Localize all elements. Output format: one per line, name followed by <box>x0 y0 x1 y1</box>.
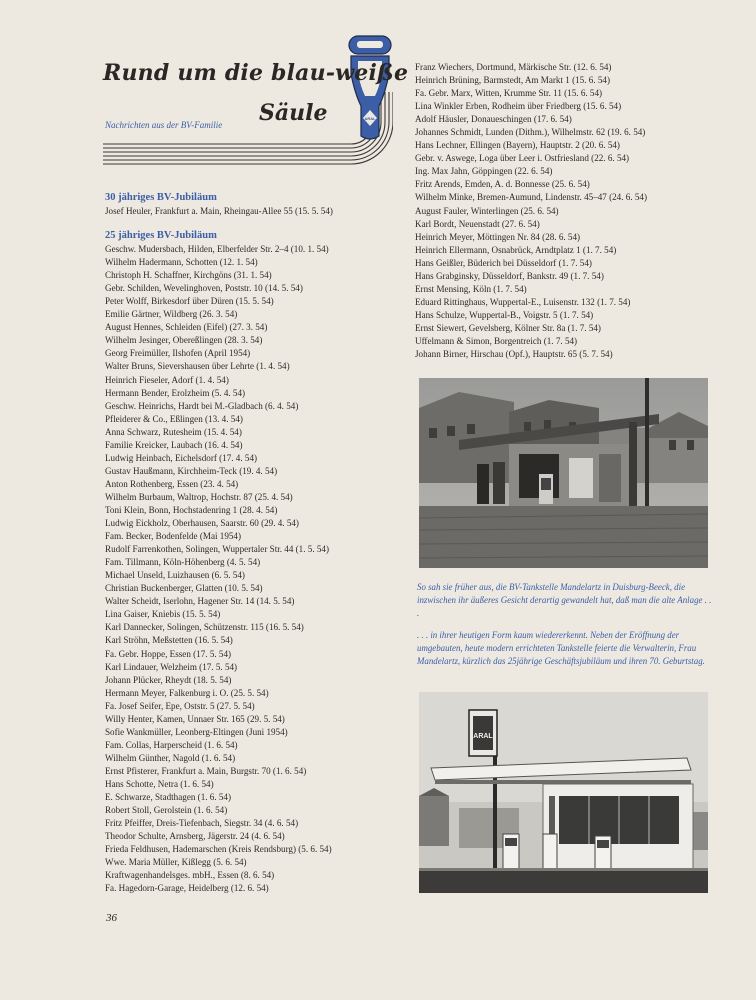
list-item: Gustav Haußmann, Kirchheim-Teck (19. 4. 54) <box>105 465 278 476</box>
list-item: Hans Lechner, Ellingen (Bayern), Hauptstr. 2 (20. 6. 54) <box>415 140 620 151</box>
list-item: Gebr. v. Aswege, Loga über Leer i. Ostfriesland (22. 6. 54) <box>415 153 630 164</box>
list-item: Josef Heuler, Frankfurt a. Main, Rheingau-Allee 55 (15. 5. 54) <box>105 206 333 216</box>
list-item: Geschw. Heinrichs, Hardt bei M.-Gladbach (6. 4. 54) <box>105 400 299 411</box>
list-item: Johann Birner, Hirschau (Opf.), Hauptstr. 65 (5. 7. 54) <box>415 349 613 360</box>
list-item: Frieda Feldhusen, Hademarschen (Kreis Rendsburg) (5. 6. 54) <box>105 844 332 855</box>
list-item: Adolf Häusler, Donaueschingen (17. 6. 54) <box>415 114 572 125</box>
list-item: Anna Schwarz, Rutesheim (15. 4. 54) <box>105 426 242 437</box>
list-item: Anton Rothenberg, Essen (23. 4. 54) <box>105 478 239 489</box>
masthead-title-line2: Säule <box>259 100 328 126</box>
list-item: Ernst Mensing, Köln (1. 7. 54) <box>415 283 527 294</box>
svg-text:ARAL: ARAL <box>364 116 376 121</box>
list-item: Franz Wiechers, Dortmund, Märkische Str. (12. 6. 54) <box>415 62 612 72</box>
list-item: Michael Unseld, Luizhausen (6. 5. 54) <box>105 570 245 581</box>
list-item: Heinrich Ellermann, Osnabrück, Arndtplatz 1 (1. 7. 54) <box>415 244 617 255</box>
list-item: Heinrich Brüning, Barmstedt, Am Markt 1 (15. 6. 54) <box>415 75 610 86</box>
jubilee-25-list-continued <box>415 61 715 361</box>
list-item: August Fauler, Winterlingen (25. 6. 54) <box>415 205 559 216</box>
right-column <box>415 61 715 361</box>
list-item: Ernst Pfisterer, Frankfurt a. Main, Burgstr. 70 (1. 6. 54) <box>105 765 307 776</box>
list-item: Christoph H. Schaffner, Kirchgöns (31. 1. 54) <box>105 270 272 281</box>
list-item: Willy Henter, Kamen, Unnaer Str. 165 (29. 5. 54) <box>105 713 285 724</box>
list-item: Ing. Max Jahn, Göppingen (22. 6. 54) <box>415 166 553 177</box>
jubilee-25-list <box>105 243 390 895</box>
list-item: Gebr. Schilden, Wevelinghoven, Poststr. 10 (14. 5. 54) <box>105 283 303 294</box>
list-item: Heinrich Fieseler, Adorf (1. 4. 54) <box>105 374 229 385</box>
list-item: E. Schwarze, Stadthagen (1. 6. 54) <box>105 792 232 803</box>
racetrack-emblem <box>103 34 393 170</box>
list-item: Fa. Hagedorn-Garage, Heidelberg (12. 6. 54) <box>105 883 269 894</box>
masthead-title-line1: Rund um die blau-weiße <box>103 60 409 86</box>
list-item: Emilie Gärtner, Wildberg (26. 3. 54) <box>105 309 238 320</box>
list-item: Fritz Arends, Emden, A. d. Bonnesse (25. 6. 54) <box>415 179 590 190</box>
list-item: Wilhelm Minke, Bremen-Aumund, Lindenstr. 45–47 (24. 6. 54) <box>415 192 647 203</box>
list-item: Fam. Becker, Bodenfelde (Mai 1954) <box>105 531 242 542</box>
list-item: Robert Stoll, Gerolstein (1. 6. 54) <box>105 805 228 816</box>
list-item: Hans Geißler, Büderich bei Düsseldorf (1. 7. 54) <box>415 257 592 268</box>
list-item: Ludwig Eickholz, Oberhausen, Saarstr. 60 (29. 4. 54) <box>105 518 299 529</box>
list-item: Geschw. Mudersbach, Hilden, Elberfelder Str. 2–4 (10. 1. 54) <box>105 244 329 255</box>
list-item: Karl Bordt, Neuenstadt (27. 6. 54) <box>415 218 540 229</box>
list-item: Hans Schulze, Wuppertal-B., Voigstr. 5 (1. 7. 54) <box>415 309 594 320</box>
list-item: August Hennes, Schleiden (Eifel) (27. 3. 54) <box>105 322 268 333</box>
masthead <box>103 34 409 170</box>
list-item: Wwe. Maria Müller, Kißlegg (5. 6. 54) <box>105 857 247 868</box>
list-item: Uffelmann & Simon, Borgentreich (1. 7. 54) <box>415 335 578 346</box>
list-item: Hans Grabginsky, Düsseldorf, Bankstr. 49 (1. 7. 54) <box>415 270 604 281</box>
caption-old-station: So sah sie früher aus, die BV-Tankstelle Mandelartz in Duisburg-Beeck, die inzwischen ihr äußeres Gesicht derartig gewandelt hat, daß man die alte Anlage . . . <box>417 582 712 619</box>
list-item: Eduard Rittinghaus, Wuppertal-E., Luisenstr. 132 (1. 7. 54) <box>415 296 631 307</box>
list-item: Georg Freimüller, Ilshofen (April 1954) <box>105 348 251 359</box>
list-item: Kraftwagenhandelsges. mbH., Essen (8. 6. 54) <box>105 870 275 881</box>
list-item: Karl Ströhn, Meßstetten (16. 5. 54) <box>105 635 233 646</box>
masthead-subtitle: Nachrichten aus der BV-Familie <box>105 120 223 130</box>
page-number: 36 <box>106 912 117 924</box>
list-item: Fa. Gebr. Hoppe, Essen (17. 5. 54) <box>105 648 232 659</box>
list-item: Toni Klein, Bonn, Hochstadenring 1 (28. 4. 54) <box>105 504 278 515</box>
caption-new-station: . . . in ihrer heutigen Form kaum wiedererkennt. Neben der Eröffnung der umgebauten, heute modern errichteten Tankstelle feierte die Verwalterin, Frau Mandelartz, kürzlich das 25jährige Geschäftsjubiläum und ihren 70. Geburtstag. <box>417 630 705 667</box>
list-item: Fam. Tillmann, Köln-Höhenberg (4. 5. 54) <box>105 557 261 568</box>
aral-sign-text: ARAL <box>473 733 493 740</box>
list-item: Heinrich Meyer, Möttingen Nr. 84 (28. 6. 54) <box>415 231 581 242</box>
list-item: Wilhelm Jesinger, Obereßlingen (28. 3. 54) <box>105 335 263 346</box>
list-item: Johannes Schmidt, Lunden (Dithm.), Wilhelmstr. 62 (19. 6. 54) <box>415 127 646 138</box>
list-item: Fa. Gebr. Marx, Witten, Krumme Str. 11 (15. 6. 54) <box>415 88 603 99</box>
list-item: Karl Dannecker, Solingen, Schützenstr. 115 (16. 5. 54) <box>105 622 304 633</box>
list-item: Hans Schotte, Netra (1. 6. 54) <box>105 778 214 789</box>
list-item: Walter Scheidt, Iserlohn, Hagener Str. 14 (14. 5. 54) <box>105 596 295 607</box>
list-item: Karl Lindauer, Welzheim (17. 5. 54) <box>105 661 238 672</box>
list-item: Wilhelm Burbaum, Waltrop, Hochstr. 87 (25. 4. 54) <box>105 491 293 502</box>
list-item: Fritz Pfeiffer, Dreis-Tiefenbach, Siegstr. 34 (4. 6. 54) <box>105 818 299 829</box>
list-item: Lina Gaiser, Kniebis (15. 5. 54) <box>105 609 221 620</box>
list-item: Rudolf Farrenkothen, Solingen, Wuppertaler Str. 44 (1. 5. 54) <box>105 544 329 555</box>
list-item: Ludwig Heinbach, Eichelsdorf (17. 4. 54) <box>105 452 258 463</box>
list-item: Walter Bruns, Sievershausen über Lehrte (1. 4. 54) <box>105 361 290 372</box>
list-item: Theodor Schulte, Arnsberg, Jägerstr. 24 (4. 6. 54) <box>105 831 285 842</box>
list-item: Ernst Siewert, Gevelsberg, Kölner Str. 8a (1. 7. 54) <box>415 322 601 333</box>
list-item: Wilhelm Hadermann, Schotten (12. 1. 54) <box>105 257 258 268</box>
list-item: Hermann Bender, Erolzheim (5. 4. 54) <box>105 387 246 398</box>
list-item: Fa. Josef Seifer, Epe, Oststr. 5 (27. 5. 54) <box>105 700 255 711</box>
list-item: Lina Winkler Erben, Rodheim über Friedberg (15. 6. 54) <box>415 101 622 112</box>
list-item: Peter Wolff, Birkesdorf über Düren (15. 5. 54) <box>105 296 274 307</box>
list-item: Christian Buckenberger, Glatten (10. 5. 54) <box>105 583 263 594</box>
section-heading-30-jubilee: 30 jähriges BV-Jubiläum <box>105 192 217 203</box>
list-item: Fam. Collas, Harperscheid (1. 6. 54) <box>105 739 238 750</box>
list-item: Familie Kreicker, Laubach (16. 4. 54) <box>105 439 243 450</box>
section-heading-25-jubilee: 25 jähriges BV-Jubiläum <box>105 230 217 242</box>
photo-old-station <box>419 378 708 568</box>
list-item: Hermann Meyer, Falkenburg i. O. (25. 5. 54) <box>105 687 269 698</box>
left-column <box>105 190 390 895</box>
list-item: Wilhelm Günther, Nagold (1. 6. 54) <box>105 752 236 763</box>
list-item: Johann Plücker, Rheydt (18. 5. 54) <box>105 674 232 685</box>
list-item: Pfleiderer & Co., Eßlingen (13. 4. 54) <box>105 413 243 424</box>
list-item: Sofie Wankmüller, Leonberg-Eltingen (Juni 1954) <box>105 726 288 737</box>
photo-new-station <box>419 692 708 893</box>
